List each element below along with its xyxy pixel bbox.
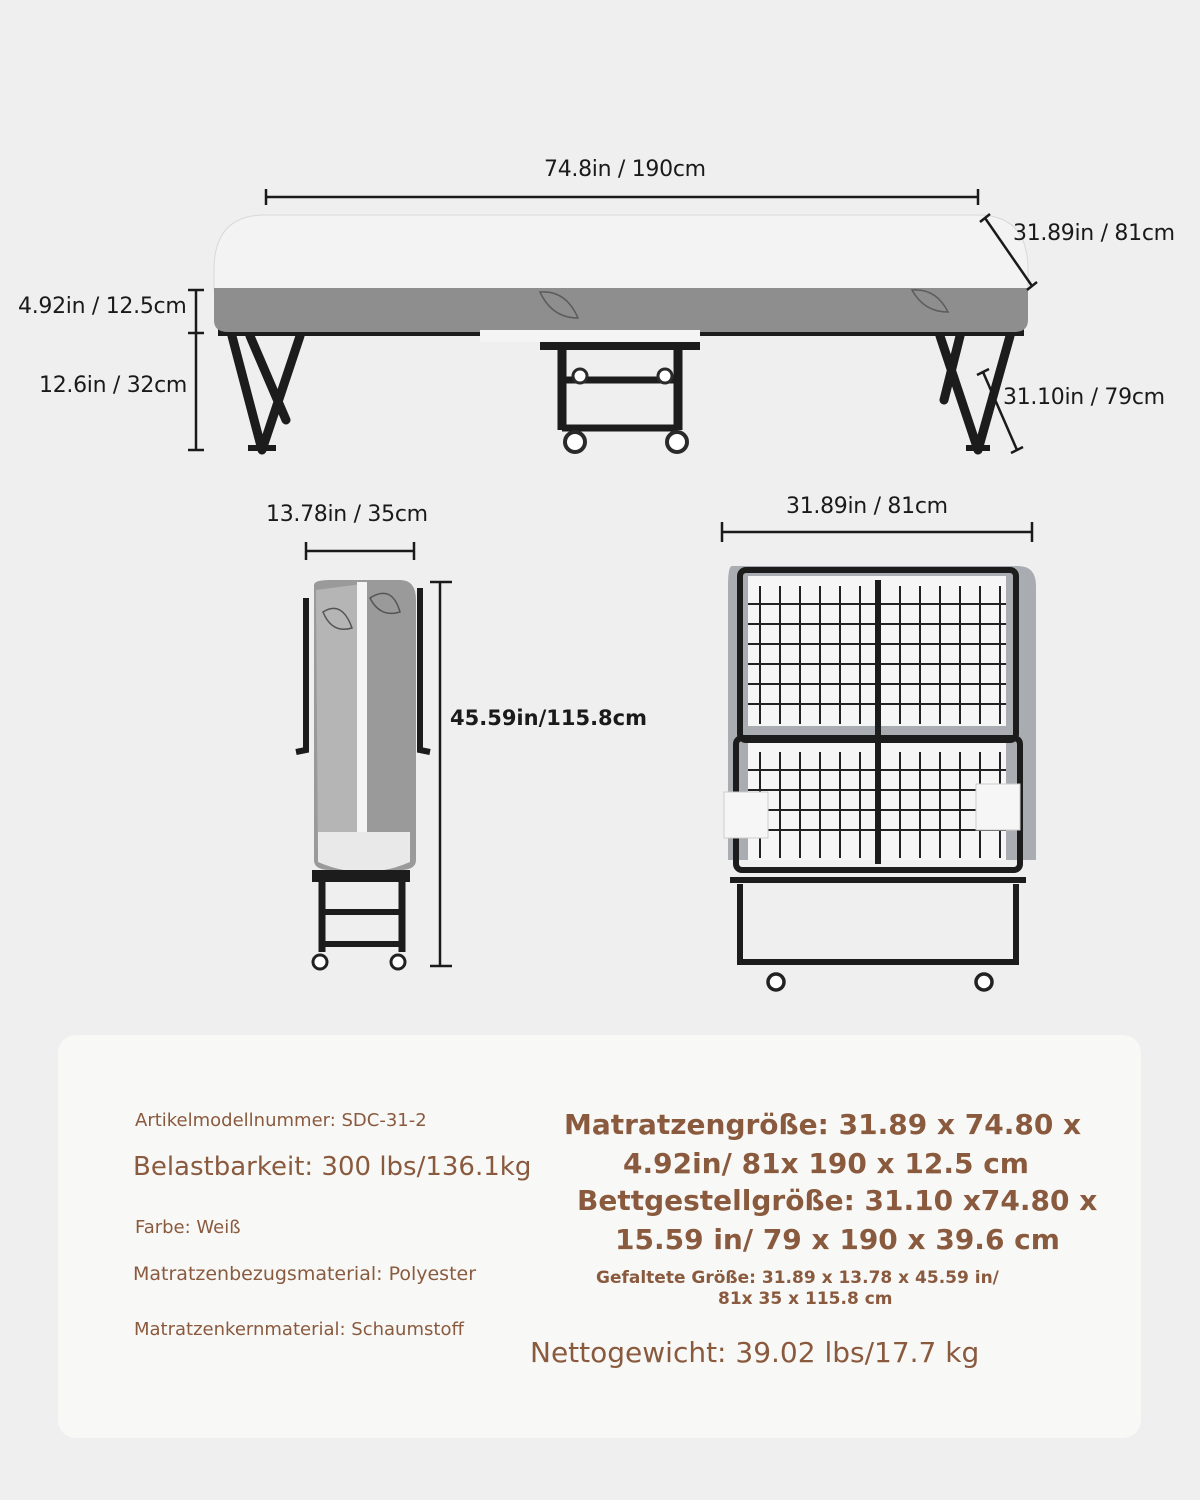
model-number: Artikelmodellnummer: SDC-31-2 <box>135 1110 427 1131</box>
leg-height-label: 12.6in / 32cm <box>39 373 188 398</box>
cover-material-spec: Matratzenbezugsmaterial: Polyester <box>133 1263 477 1285</box>
folded-size-line1: Gefaltete Größe: 31.89 x 13.78 x 45.59 in/ <box>596 1268 999 1288</box>
mattress-height-label: 4.92in / 12.5cm <box>18 294 187 319</box>
color-spec: Farbe: Weiß <box>135 1217 241 1238</box>
frame-size-line2: 15.59 in/ 79 x 190 x 39.6 cm <box>615 1223 1060 1256</box>
net-weight: Nettogewicht: 39.02 lbs/17.7 kg <box>530 1336 980 1369</box>
folded-depth-label: 13.78in / 35cm <box>266 502 428 527</box>
folded-size-line2: 81x 35 x 115.8 cm <box>718 1289 893 1309</box>
folded-width-label: 31.89in / 81cm <box>786 494 948 519</box>
frame-width-label: 31.10in / 79cm <box>1003 385 1165 410</box>
folded-side-illustration <box>296 580 430 969</box>
frame-size-line1: Bettgestellgröße: 31.10 x74.80 x <box>577 1184 1098 1217</box>
mattress-size-line1: Matratzengröße: 31.89 x 74.80 x <box>564 1108 1082 1141</box>
width-top-label: 31.89in / 81cm <box>1013 221 1175 246</box>
folded-front-illustration <box>724 566 1036 990</box>
load-capacity: Belastbarkeit: 300 lbs/136.1kg <box>133 1152 532 1182</box>
folded-height-label: 45.59in/115.8cm <box>450 706 647 730</box>
dimension-lines-folded-front <box>722 522 1032 542</box>
mattress-size-line2: 4.92in/ 81x 190 x 12.5 cm <box>623 1147 1029 1180</box>
core-material-spec: Matratzenkernmaterial: Schaumstoff <box>134 1319 464 1340</box>
length-label: 74.8in / 190cm <box>544 157 706 182</box>
unfolded-bed-illustration <box>214 215 1028 452</box>
